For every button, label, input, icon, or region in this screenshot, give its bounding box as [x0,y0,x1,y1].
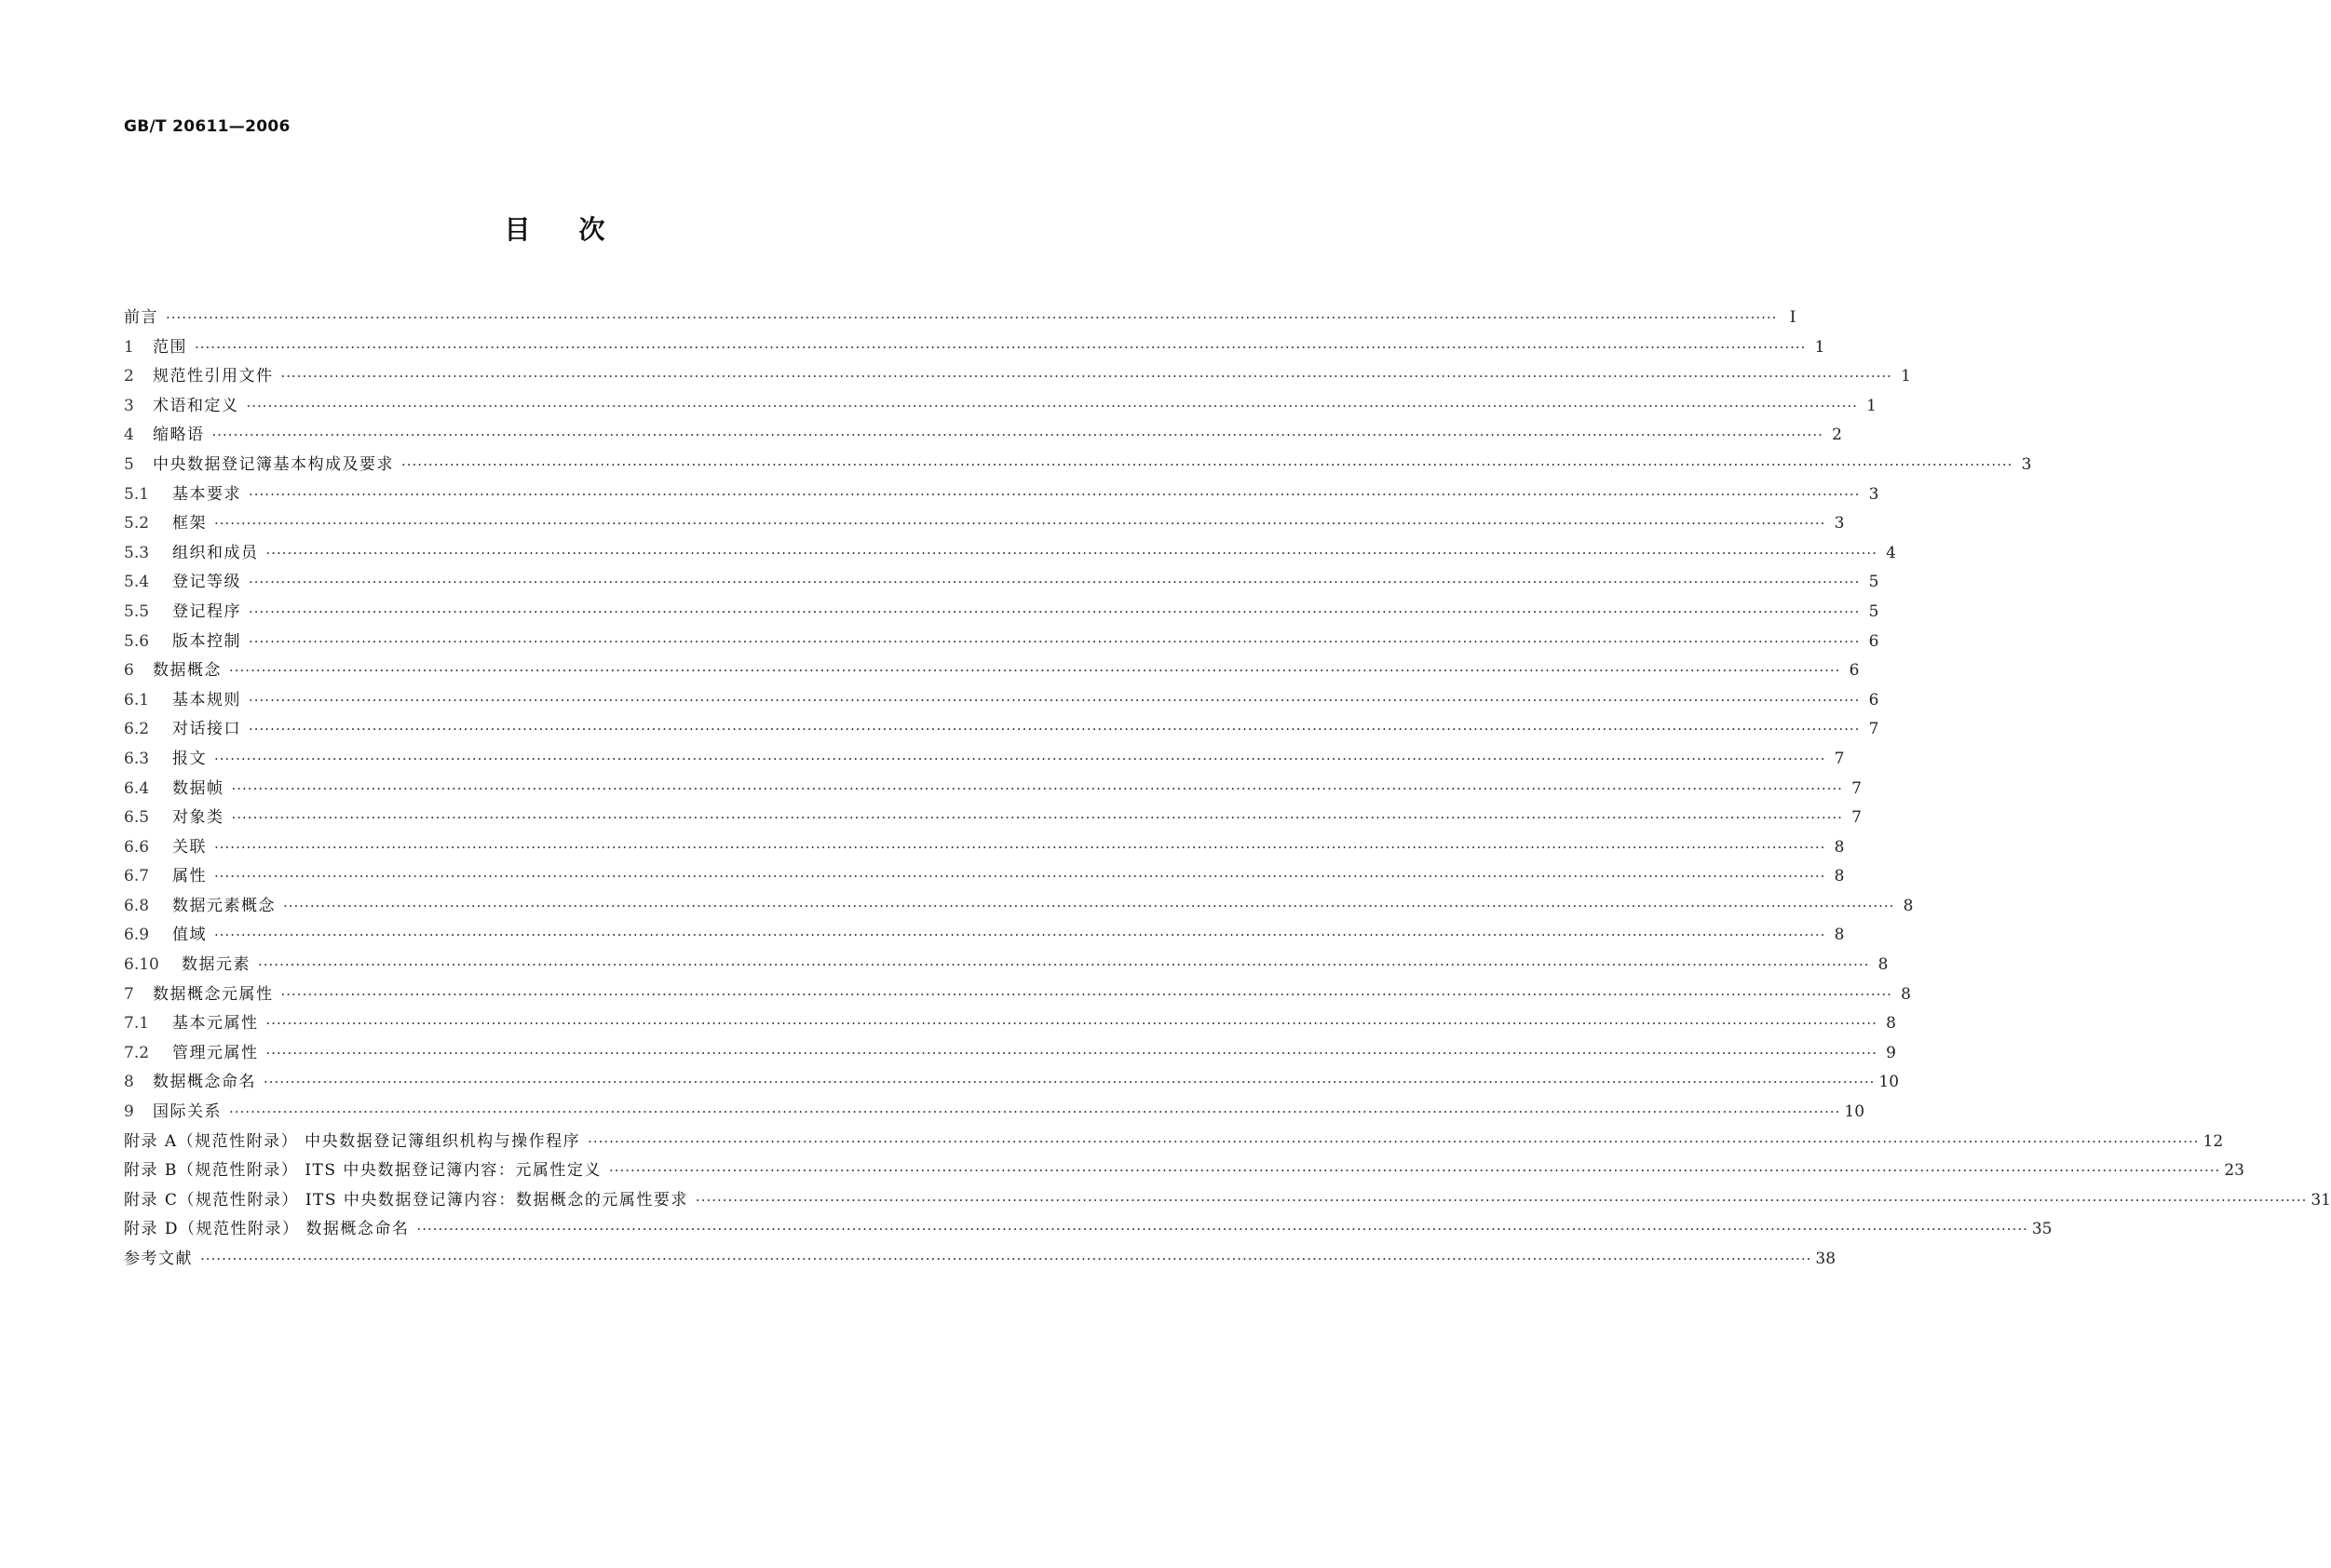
toc-entry[interactable] [124,896,1914,926]
toc-entry-title: 管理元属性 [172,1043,259,1062]
toc-entry[interactable] [124,1249,1836,1278]
toc-entry-number: 6.1 [124,690,150,710]
toc-entry[interactable] [124,337,1825,367]
dot-leader: ············································································································································································································································································································ [214,838,1826,856]
toc-entry-number: 6.2 [124,720,150,739]
toc-entry-title: 数据概念 [153,661,222,681]
toc-entry-page: 4 [1886,543,1896,562]
toc-entry-number: 7.1 [124,1014,150,1034]
toc-entry[interactable] [124,660,1860,690]
toc-entry-page: 31 [2311,1190,2331,1210]
toc-entry[interactable] [124,984,1911,1014]
toc-entry[interactable] [124,454,2032,484]
toc-entry-page: 10 [1844,1102,1865,1122]
toc-entry-title: 数据帧 [172,778,224,798]
dot-leader: ············································································································································································································································································································ [231,779,1843,797]
toc-entry-number: 6.4 [124,778,150,798]
toc-entry[interactable] [124,484,1879,514]
dot-leader: ············································································································································································································································································································ [695,1191,2308,1209]
toc-entry-number: 6.3 [124,749,150,768]
toc-entry-title: 属性 [172,867,207,886]
dot-leader: ············································································································································································································································································································ [588,1132,2200,1150]
toc-entry-page: 5 [1868,573,1879,592]
toc-entry-title: 缩略语 [153,426,205,445]
toc-entry-title: 数据概念元属性 [153,984,274,1004]
toc-entry[interactable] [124,1013,1896,1043]
toc-entry[interactable] [124,631,1879,661]
toc-entry-page: 3 [1834,514,1845,534]
dot-leader: ············································································································································································································································································································ [280,985,1892,1003]
toc-entry-title: 附录 B（规范性附录） ITS 中央数据登记簿内容：元属性定义 [124,1161,602,1181]
toc-entry-page: 35 [2031,1220,2053,1239]
toc-entry-title: 中央数据登记簿基本构成及要求 [153,454,394,474]
toc-entry-title: 数据元素概念 [172,896,276,915]
dot-leader: ············································································································································································································································································································ [214,515,1826,533]
toc-entry[interactable] [124,1102,1865,1131]
toc-entry-title: 数据元素 [182,955,251,975]
toc-entry[interactable] [124,925,1845,954]
toc-entry[interactable] [124,778,1862,808]
toc-entry[interactable] [124,602,1879,631]
toc-entry-page: 3 [2021,454,2032,474]
toc-entry-page: 8 [1834,837,1845,857]
toc-entry-page: 8 [1903,896,1914,915]
toc-entry-title: 对话接口 [172,720,241,739]
dot-leader: ············································································································································································································································································································ [401,455,2013,473]
toc-entry-number: 6 [124,661,134,681]
toc-entry-number: 5.2 [124,514,150,534]
toc-entry-page: 7 [1834,749,1845,768]
toc-entry-page: 6 [1868,690,1879,710]
toc-entry[interactable] [124,1072,1900,1102]
toc-entry-title: 组织和成员 [172,543,259,562]
toc-entry-page: 1 [1866,396,1877,415]
toc-entry-page: 3 [1868,484,1879,504]
toc-entry-number: 5.3 [124,543,150,562]
toc-entry-title: 基本元属性 [172,1014,259,1034]
dot-leader: ············································································································································································································································································································ [264,1074,1876,1091]
toc-entry-number: 2 [124,367,134,386]
toc-entry-page: 8 [1901,984,1911,1004]
toc-entry-number: 9 [124,1102,134,1122]
table-of-contents [124,307,2331,1278]
toc-entry-page: 9 [1886,1043,1896,1062]
toc-entry-title: 登记程序 [172,602,241,621]
toc-entry[interactable] [124,1131,2224,1161]
toc-entry-page: 8 [1886,1014,1896,1034]
dot-leader: ············································································································································································································································································································ [195,338,1807,356]
toc-entry-title: 关联 [172,837,207,857]
toc-entry-number: 5.5 [124,602,150,621]
toc-entry-page: 7 [1851,778,1862,798]
toc-entry-number: 8 [124,1073,134,1092]
toc-entry[interactable] [124,837,1845,867]
toc-entry-page: 6 [1849,661,1860,681]
toc-entry-title: 参考文献 [124,1250,193,1268]
toc-entry-page: 38 [1815,1250,1836,1268]
toc-entry-page: 2 [1832,426,1842,445]
toc-entry-title: 数据概念命名 [153,1073,256,1092]
dot-leader: ············································································································································································································································································································ [214,926,1826,944]
toc-entry[interactable] [124,1043,1896,1073]
dot-leader: ············································································································································································································································································································ [249,485,1861,503]
toc-entry-number: 6.10 [124,955,159,975]
toc-entry[interactable] [124,572,1879,602]
toc-entry[interactable] [124,513,1845,543]
toc-entry-title: 版本控制 [172,631,241,651]
toc-entry-title: 附录 C（规范性附录） ITS 中央数据登记簿内容：数据概念的元属性要求 [124,1190,688,1210]
toc-entry[interactable] [124,543,1896,573]
dot-leader: ············································································································································································································································································································ [166,309,1778,326]
toc-entry[interactable] [124,690,1879,720]
toc-entry-page: 1 [1901,367,1911,386]
toc-entry-page: 8 [1877,955,1889,975]
dot-leader: ············································································································································································································································································································ [249,691,1861,709]
toc-entry-title: 术语和定义 [153,396,239,415]
toc-entry-number: 7 [124,984,134,1004]
dot-leader: ············································································································································································································································································································ [231,809,1843,827]
toc-entry-page: 23 [2224,1161,2244,1181]
toc-entry-page: 8 [1834,867,1845,886]
dot-leader: ············································································································································································································································································································ [249,574,1861,591]
toc-entry[interactable] [124,396,1877,426]
toc-entry-page: Ⅰ [1789,308,1796,327]
toc-entry[interactable] [124,807,1862,837]
toc-entry-title: 基本规则 [172,690,241,710]
toc-entry-number: 4 [124,426,134,445]
dot-leader: ············································································································································································································································································································ [265,1044,1877,1061]
toc-entry[interactable] [124,1219,2053,1249]
dot-leader: ············································································································································································································································································································ [229,662,1841,680]
dot-leader: ············································································································································································································································································································ [249,632,1861,650]
toc-entry-page: 7 [1851,808,1862,828]
toc-entry-number: 6.7 [124,867,150,886]
toc-entry-title: 框架 [172,514,207,534]
toc-entry-title: 值域 [172,926,207,945]
toc-entry[interactable] [124,866,1845,896]
toc-entry-number: 6.9 [124,926,150,945]
dot-leader: ············································································································································································································································································································ [229,1103,1841,1121]
toc-entry[interactable] [124,307,1796,337]
dot-leader: ············································································································································································································································································································ [608,1162,2221,1180]
toc-entry-title: 附录 A（规范性附录） 中央数据登记簿组织机构与操作程序 [124,1131,581,1151]
dot-leader: ············································································································································································································································································································ [246,397,1858,414]
toc-entry[interactable] [124,749,1845,778]
toc-entry-title: 附录 D（规范性附录） 数据概念命名 [124,1220,410,1239]
toc-entry-page: 6 [1868,631,1879,651]
toc-entry-page: 7 [1868,720,1879,739]
toc-entry-number: 5.1 [124,484,150,504]
toc-entry-title: 国际关系 [153,1102,222,1122]
toc-entry[interactable] [124,954,1889,984]
toc-entry-page: 12 [2202,1131,2224,1151]
toc-entry-number: 5.4 [124,573,150,592]
toc-entry[interactable] [124,1160,2244,1190]
toc-entry-page: 8 [1834,926,1845,945]
toc-entry-title: 报文 [172,749,207,768]
dot-leader: ············································································································································································································································································································ [283,897,1895,914]
page-title: 目次 [504,214,654,245]
dot-leader: ············································································································································································································································································································ [214,750,1826,767]
dot-leader: ············································································································································································································································································································ [211,426,1823,444]
toc-entry-number: 7.2 [124,1043,150,1062]
toc-entry[interactable] [124,719,1879,749]
dot-leader: ············································································································································································································································································································ [214,868,1826,885]
toc-entry-number: 1 [124,337,134,357]
toc-entry-number: 5 [124,454,134,474]
toc-entry-page: 1 [1814,337,1825,357]
toc-entry-title: 规范性引用文件 [153,367,274,386]
dot-leader: ············································································································································································································································································································ [265,544,1877,561]
toc-entry[interactable] [124,425,1842,454]
dot-leader: ············································································································································································································································································································ [280,368,1892,385]
toc-entry-title: 前言 [124,308,158,327]
toc-entry[interactable] [124,366,1911,396]
toc-entry-number: 6.8 [124,896,150,915]
dot-leader: ············································································································································································································································································································ [265,1015,1877,1033]
dot-leader: ············································································································································································································································································································ [200,1250,1812,1267]
toc-entry-page: 10 [1878,1073,1900,1092]
standard-code: GB/T 20611—2006 [124,117,291,136]
toc-entry-page: 5 [1868,602,1879,621]
toc-entry-title: 登记等级 [172,573,241,592]
dot-leader: ············································································································································································································································································································ [249,602,1861,620]
toc-entry[interactable] [124,1190,2331,1220]
toc-entry-title: 范围 [153,337,187,357]
toc-entry-number: 3 [124,396,134,415]
dot-leader: ············································································································································································································································································································ [258,956,1870,974]
toc-entry-number: 5.6 [124,631,150,651]
dot-leader: ············································································································································································································································································································ [249,721,1861,738]
toc-entry-title: 基本要求 [172,484,241,504]
dot-leader: ············································································································································································································································································································ [416,1221,2028,1238]
toc-entry-number: 6.5 [124,808,150,828]
toc-entry-title: 对象类 [172,808,224,828]
toc-entry-number: 6.6 [124,837,150,857]
